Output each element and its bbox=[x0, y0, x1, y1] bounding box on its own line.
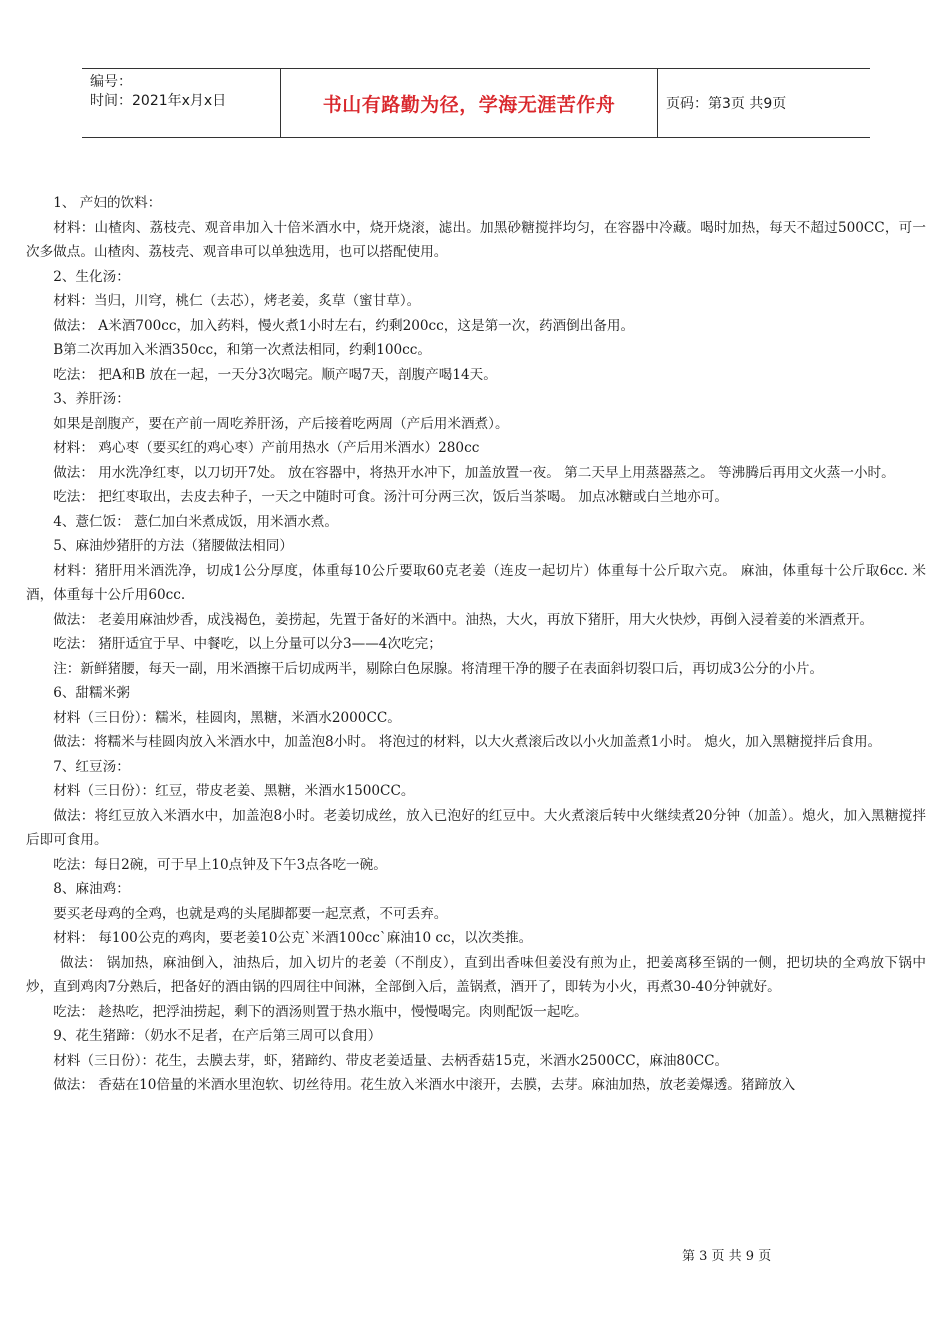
paragraph: 材料： 鸡心枣（要买红的鸡心枣）产前用热水（产后用米酒水）280cc bbox=[53, 440, 480, 456]
section-heading: 2、生化汤： bbox=[53, 268, 130, 285]
section-heading: 4、薏仁饭： 薏仁加白米煮成饭，用米酒水煮。 bbox=[53, 513, 339, 530]
paragraph: 做法： 用水洗净红枣，以刀切开7处。 放在容器中，将热开水冲下，加盖放置一夜。 第二天早上用蒸器蒸之。 等沸腾后再用文火蒸一小时。 bbox=[53, 464, 895, 481]
section-heading: 9、花生猪蹄：（奶水不足者，在产后第三周可以食用） bbox=[53, 1028, 382, 1044]
paragraph: 做法： 香菇在10倍量的米酒水里泡软、切丝待用。花生放入米酒水中滚开，去膜，去芽。麻油加热，放老姜爆透。猪蹄放入 bbox=[53, 1077, 796, 1093]
page-footer: 第 3 页 共 9 页 bbox=[682, 1249, 772, 1264]
paragraph: 做法：将糯米与桂圆肉放入米酒水中，加盖泡8小时。 将泡过的材料，以大火煮滚后改以小火加盖煮1小时。 熄火，加入黑糖搅拌后食用。 bbox=[53, 734, 882, 750]
section-heading: 5、麻油炒猪肝的方法（猪腰做法相同） bbox=[53, 538, 293, 554]
paragraph: 材料（三日份）：糯米，桂圆肉，黑糖，米酒水2000CC。 bbox=[53, 709, 401, 726]
paragraph: 做法： 锅加热，麻油倒入，油热后，加入切片的老姜（不削皮），直到出香味但姜没有煎为止，把姜离移至锅的一侧，把切块的全鸡放下锅中炒，直到鸡肉7分熟后，把备好的酒由锅的四周往中间淋，全部倒入后，盖锅煮，酒开了，即转为小火，再煮30-40分钟就好。 bbox=[26, 954, 926, 995]
paragraph: 吃法： 把A和B 放在一起，一天分3次喝完。顺产喝7天，剖腹产喝14天。 bbox=[53, 366, 497, 383]
paragraph: 做法：将红豆放入米酒水中，加盖泡8小时。老姜切成丝，放入已泡好的红豆中。大火煮滚后转中火继续煮20分钟（加盖）。熄火，加入黑糖搅拌后即可食用。 bbox=[26, 807, 926, 848]
section-heading: 3、养肝汤： bbox=[53, 391, 130, 407]
paragraph: 如果是剖腹产，要在产前一周吃养肝汤，产后接着吃两周（产后用米酒煮）。 bbox=[53, 415, 509, 432]
paragraph: 材料：山楂肉、荔枝壳、观音串加入十倍米酒水中，烧开烧滚，滤出。加黑砂糖搅拌均匀，在容器中冷藏。喝时加热，每天不超过500CC，可一次多做点。山楂肉、荔枝壳、观音串可以单独选用，也可以搭配使用。 bbox=[26, 219, 926, 260]
paragraph: 要买老母鸡的全鸡，也就是鸡的头尾脚都要一起烹煮，不可丢弃。 bbox=[53, 905, 448, 922]
section-heading: 1、 产妇的饮料： bbox=[53, 195, 162, 211]
paragraph: 吃法：每日2碗，可于早上10点钟及下午3点各吃一碗。 bbox=[53, 856, 387, 873]
document-body bbox=[26, 191, 926, 1098]
paragraph: 材料：当归，川穹，桃仁（去芯），烤老姜，炙草（蜜甘草）。 bbox=[53, 293, 421, 309]
paragraph: 做法： A米酒700cc，加入药料，慢火煮1小时左右，约剩200cc，这是第一次，药酒倒出备用。 bbox=[53, 317, 635, 334]
paragraph: 注：新鲜猪腰，每天一副，用米酒擦干后切成两半，剔除白色尿腺。将清理干净的腰子在表面斜切裂口后，再切成3公分的小片。 bbox=[53, 660, 824, 677]
paragraph: 材料（三日份）：花生，去膜去芽，虾，猪蹄约、带皮老姜适量、去柄香菇15克，米酒水2500CC，麻油80CC。 bbox=[53, 1052, 729, 1069]
header-motto: 书山有路勤为径，学海无涯苦作舟 bbox=[280, 69, 658, 137]
section-heading: 8、麻油鸡： bbox=[53, 881, 130, 897]
section-heading: 7、红豆汤： bbox=[53, 758, 130, 775]
header-meta bbox=[82, 69, 280, 137]
paragraph: 材料（三日份）：红豆，带皮老姜、黑糖，米酒水1500CC。 bbox=[53, 783, 415, 799]
paragraph: 吃法： 猪肝适宜于早、中餐吃，以上分量可以分3——4次吃完； bbox=[53, 636, 442, 652]
section-heading: 6、甜糯米粥 bbox=[53, 685, 130, 701]
paragraph: 吃法： 把红枣取出，去皮去种子，一天之中随时可食。汤汁可分两三次，饭后当茶喝。 加点冰糖或白兰地亦可。 bbox=[53, 489, 728, 505]
document-date: 时间：2021年x月x日 bbox=[90, 93, 227, 109]
paragraph: 材料： 每100公克的鸡肉，要老姜10公克`米酒100cc`麻油10 cc，以次类推。 bbox=[53, 930, 533, 946]
page-header bbox=[82, 68, 870, 138]
paragraph: 材料：猪肝用米酒洗净，切成1公分厚度，体重每10公斤要取60克老姜（连皮一起切片）体重每十公斤取六克。 麻油，体重每十公斤取6cc. 米酒，体重每十公斤用60cc. bbox=[26, 562, 926, 603]
document-number: 编号： bbox=[90, 74, 132, 90]
header-page-number: 页码：第3页 共9页 bbox=[666, 96, 787, 112]
paragraph: B第二次再加入米酒350cc，和第一次煮法相同，约剩100cc。 bbox=[53, 342, 431, 358]
paragraph: 做法： 老姜用麻油炒香，成浅褐色，姜捞起，先置于备好的米酒中。油热，大火，再放下猪肝，用大火快炒，再倒入浸着姜的米酒煮开。 bbox=[53, 611, 874, 628]
paragraph: 吃法： 趁热吃，把浮油捞起，剩下的酒汤则置于热水瓶中，慢慢喝完。肉则配饭一起吃。 bbox=[53, 1003, 588, 1020]
